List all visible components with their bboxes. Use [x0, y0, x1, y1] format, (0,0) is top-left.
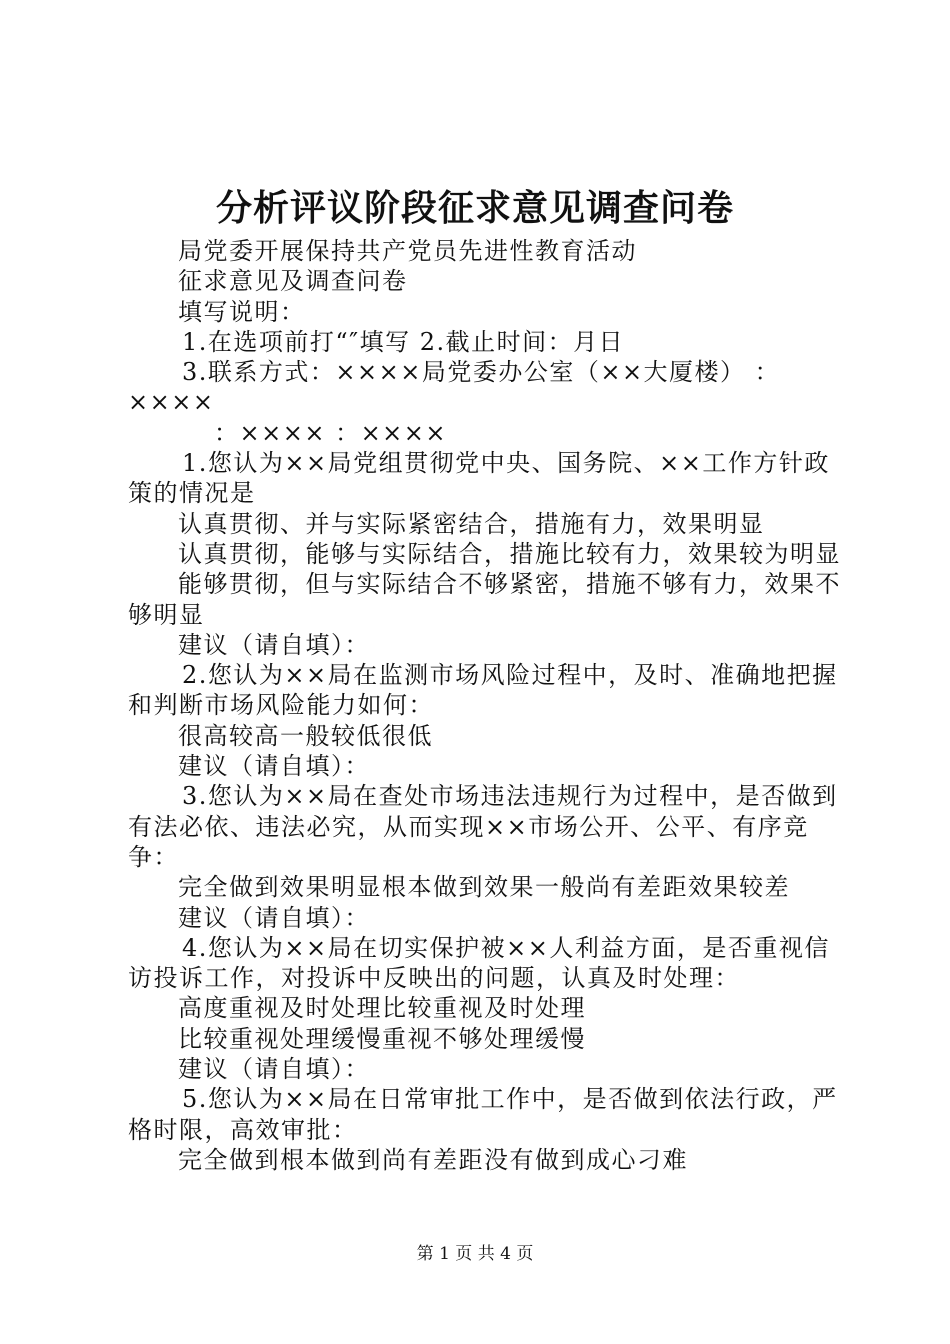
text-line: ：×××× ：××××	[214, 418, 448, 447]
document-body	[128, 236, 840, 1175]
text-line: 3.您认为××局在查处市场违法违规行为过程中，是否做到	[182, 782, 838, 811]
text-line: 建议（请自填）：	[178, 903, 370, 932]
text-line: 格时限，高效审批：	[128, 1115, 358, 1144]
text-line: 有法必依、违法必究，从而实现××市场公开、公平、有序竞	[128, 812, 809, 841]
text-line: 4.您认为××局在切实保护被××人利益方面，是否重视信	[182, 933, 830, 962]
text-line: 认真贯彻、并与实际紧密结合，措施有力，效果明显	[178, 509, 765, 538]
text-line: 能够贯彻，但与实际结合不够紧密，措施不够有力，效果不	[178, 570, 841, 599]
text-line: 填写说明：	[178, 297, 306, 326]
text-line: 3.联系方式：××××局党委办公室（××大厦楼） ：	[182, 358, 781, 387]
text-line: 比较重视处理缓慢重视不够处理缓慢	[178, 1024, 586, 1053]
text-line: 认真贯彻，能够与实际结合，措施比较有力，效果较为明显	[178, 539, 841, 568]
text-line: 很高较高一般较低很低	[178, 721, 433, 750]
text-line: 争：	[128, 842, 179, 871]
text-line: 征求意见及调查问卷	[178, 267, 408, 296]
text-line: 完全做到效果明显根本做到效果一般尚有差距效果较差	[178, 873, 790, 902]
text-line: 1.在选项前打“″填写 2.截止时间：月日	[182, 327, 625, 356]
text-line: 1.您认为××局党组贯彻党中央、国务院、××工作方针政	[182, 449, 830, 478]
text-line: 建议（请自填）：	[178, 630, 370, 659]
text-line: 完全做到根本做到尚有差距没有做到成心刁难	[178, 1145, 688, 1174]
text-line: 高度重视及时处理比较重视及时处理	[178, 994, 586, 1023]
page-footer: 第 1 页 共 4 页	[416, 1244, 534, 1264]
text-line: 2.您认为××局在监测市场风险过程中，及时、准确地把握	[182, 661, 838, 690]
text-line: 5.您认为××局在日常审批工作中，是否做到依法行政，严	[182, 1085, 838, 1114]
page-title: 分析评议阶段征求意见调查问卷	[215, 187, 734, 229]
text-line: 够明显	[128, 600, 205, 629]
text-line: ××××	[128, 388, 215, 417]
text-line: 建议（请自填）：	[178, 752, 370, 781]
text-line: 和判断市场风险能力如何：	[128, 691, 434, 720]
text-line: 访投诉工作，对投诉中反映出的问题，认真及时处理：	[128, 964, 740, 993]
text-line: 建议（请自填）：	[178, 1055, 370, 1084]
text-line: 策的情况是	[128, 479, 256, 508]
text-line: 局党委开展保持共产党员先进性教育活动	[178, 237, 637, 265]
